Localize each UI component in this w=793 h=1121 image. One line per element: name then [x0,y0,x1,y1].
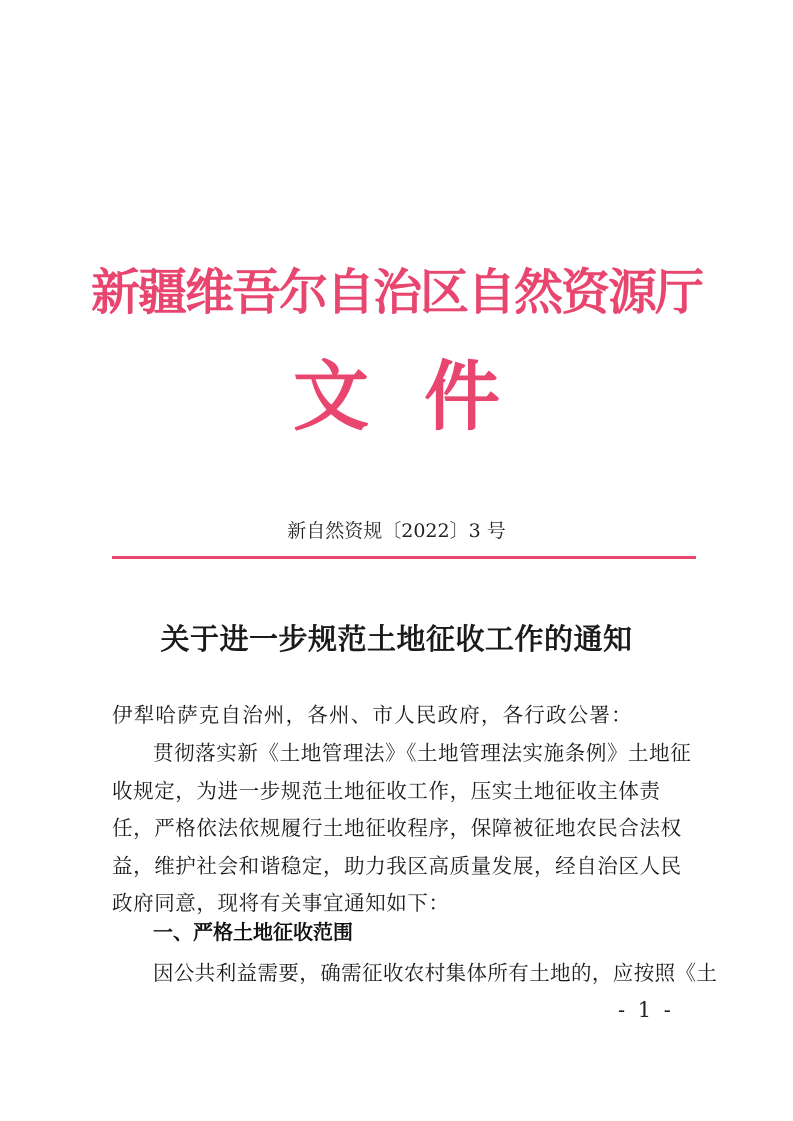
notice-title: 关于进一步规范土地征收工作的通知 [160,622,633,656]
section-heading-1: 一、严格土地征收范围 [153,920,353,944]
issuing-agency-name: 新疆维吾尔自治区自然资源厅 [90,264,702,321]
document-type-label: 文件 [293,352,555,441]
addressee-line: 伊犁哈萨克自治州，各州、市人民政府，各行政公署： [112,703,633,727]
body-paragraph-2: 因公共利益需要，确需征收农村集体所有土地的，应按照《土 [153,961,718,985]
red-separator-line [112,556,696,559]
document-number: 新自然资规〔2022〕3 号 [287,520,506,542]
body-paragraph-1: 贯彻落实新《土地管理法》《土地管理法实施条例》土地征收规定，为进一步规范土地征收工作，压实土地征收主体责任，严格依法依规履行土地征收程序，保障被征地农民合法权益，维护社会和谐稳定，助力我区高质量发展，经自治区人民政府同意，现将有关事宜通知如下： [112,741,692,915]
page-number: - 1 - [618,998,674,1022]
